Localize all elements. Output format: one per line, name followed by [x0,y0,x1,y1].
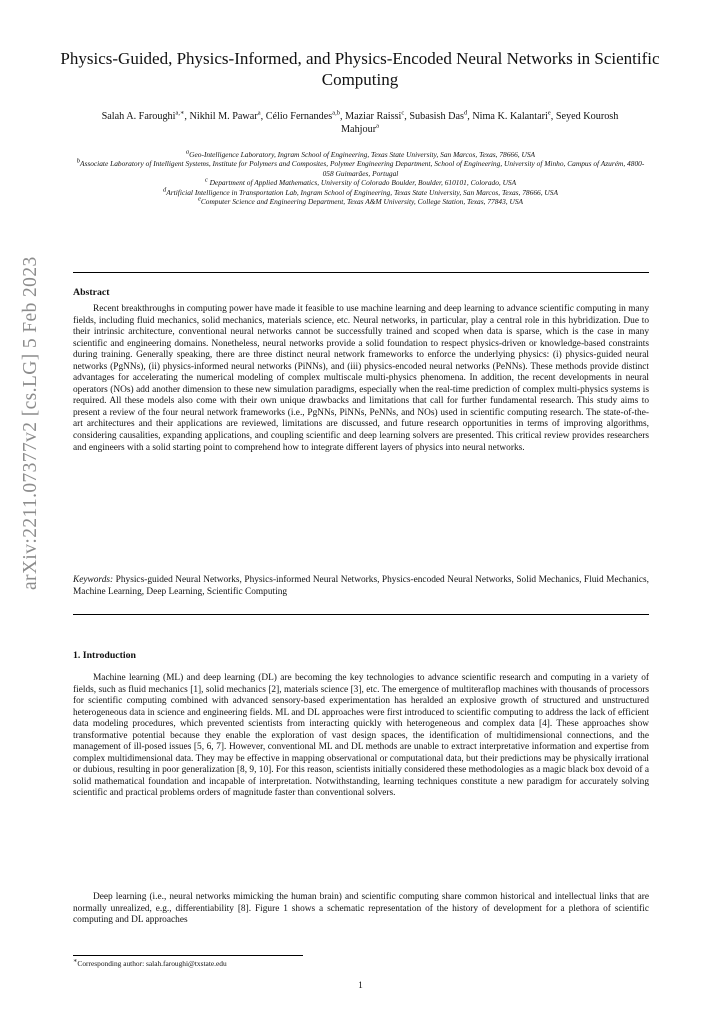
author: Nima K. Kalantari$^e$ [472,109,551,122]
affiliation-list [74,150,647,206]
affiliation: $^d$Artificial Intelligence in Transportation Lab, Ingram School of Engineering, Texas State University, San Marcos, Texas, 78666, USA [163,186,558,197]
abstract-heading: Abstract [73,287,110,298]
author-list: Salah A. Faroughi$^{a,∗}$, Nikhil M. Pawar$^a$, Célio Fernandes$^{a,b}$, Maziar Raissi$^c$, Subasish Das$^d$, Nima K. Kalantari$^e$, Seyed Kourosh Mahjour$^a$ [101,109,619,135]
keywords [73,575,649,598]
section-heading-introduction: 1. Introduction [73,650,136,661]
abstract-text: Recent breakthroughs in computing power have made it feasible to use machine learning and deep learning to advance scientific computing in many fields, including fluid mechanics, solid mechanics, materials science, etc. Neural networks, in particular, play a central role in this hybridization. Due to their intrinsic architecture, conventional neural networks cannot be successfully trained and scoped when data is sparse, which is the case in many scientific and engineering domains. Nonetheless, neural networks provide a solid foundation to respect physics-driven or knowledge-based constraints during training. Generally speaking, there are three distinct neural network frameworks to enforce the underlying physics: (i) physics-guided neural networks (PgNNs), (ii) physics-informed neural networks (PiNNs), and (iii) physics-encoded neural networks (PeNNs). These methods provide distinct advantages for accelerating the numerical modeling of complex multiscale multi-physics phenomena. In addition, the recent developments in neural operators (NOs) add another dimension to these new simulation paradigms, especially when the real-time prediction of complex multi-physics systems is required. All these models also come with their own unique drawbacks and limitations that call for further fundamental research. This study aims to present a review of the four neural network frameworks (i.e., PgNNs, PiNNs, PeNNs, and NOs) used in scientific computing research. The state-of-the-art architectures and their applications are reviewed, limitations are discussed, and future research opportunities in terms of improving algorithms, considering causalities, expanding applications, and coupling scientific and deep learning solvers are presented. This critical review provides researchers and engineers with a solid starting point to comprehend how to integrate different layers of physics into neural networks. [73,304,649,453]
introduction-paragraph: Deep learning (i.e., neural networks mimicking the human brain) and scientific computing share common historical and intellectual links that are normally unrealized, e.g., differentiability [8]. Figure 1 shows a schematic representation of the history of development for a plethora of scientific computing and DL approaches [73,892,649,926]
keywords-label: Keywords: [73,575,114,585]
affiliation: $^c$ Department of Applied Mathematics, University of Colorado Boulder, Boulder, 610101, Colorado, USA [204,176,517,188]
keywords-text: Physics-guided Neural Networks, Physics-informed Neural Networks, Physics-encoded Neural Networks, Solid Mechanics, Fluid Mechanics, Machine Learning, Deep Learning, Scientific Computing [73,575,649,597]
page-number: 1 [358,981,363,991]
author: Célio Fernandes$^{a,b}$ [265,109,340,122]
author: Salah A. Faroughi$^{a,∗}$ [101,109,185,122]
affiliation: $^b$Associate Laboratory of Intelligent Systems, Institute for Polymers and Composites, Polymer Engineering Department, School of Engineering, University of Minho, Campus of Azurém, 4800-058 Guimarães, Portugal [76,157,645,178]
abstract-bottom-rule [73,614,649,615]
corresponding-author-email[interactable]: Corresponding author: salah.faroughi@txstate.edu [77,959,227,968]
author: Seyed Kourosh Mahjour$^a$ [341,111,619,135]
paper-title: Physics-Guided, Physics-Informed, and Physics-Encoded Neural Networks in Scientific Computing [60,49,660,89]
footnote: ∗Corresponding author: salah.faroughi@txstate.edu [73,957,227,968]
arxiv-identifier-stamp[interactable]: arXiv:2211.07377v2 [cs.LG] 5 Feb 2023 [20,256,41,590]
author: Maziar Raissi$^c$ [345,109,405,122]
author: Nikhil M. Pawar$^a$ [189,109,261,122]
author: Subasish Das$^d$ [409,109,468,122]
abstract-top-rule [73,272,649,273]
footnote-rule [73,955,303,956]
introduction-paragraph: Machine learning (ML) and deep learning (DL) are becoming the key technologies to advance scientific research and computing in a variety of fields, such as fluid mechanics [1], solid mechanics [2], materials science [3], etc. The emergence of multiteraflop machines with thousands of processors for scientific computing combined with advanced sensory-based experimentation has heralded an explosive growth of structured and unstructured heterogeneous data in science and engineering fields. ML and DL approaches were first introduced to scientific computing to address the lack of efficient data modeling procedures, which prevented scientists from interacting quickly with heterogeneous and complex data [4]. These approaches show transformative potential because they enable the exploration of vast design spaces, the identification of multidimensional connections, and the management of ill-posed issues [5, 6, 7]. However, conventional ML and DL methods are unable to extract interpretative information and expertise from complex multidimensional data. They may be effective in mapping observational or computational data, but their predictions may be physically irrational or dubious, resulting in poor generalization [8, 9, 10]. For this reason, scientists initially considered these methodologies as a magic black box devoid of a solid mathematical foundation and incapable of interpretation. Notwithstanding, learning techniques constitute a new paradigm for accurately solving scientific and practical problems orders of magnitude faster than conventional solvers. [73,673,649,799]
affiliation: $^e$Computer Science and Engineering Department, Texas A&M University, College Station, Texas, 77843, USA [197,195,524,207]
affiliation: $^a$Geo-Intelligence Laboratory, Ingram School of Engineering, Texas State University, San Marcos, Texas, 78666, USA [185,148,536,159]
